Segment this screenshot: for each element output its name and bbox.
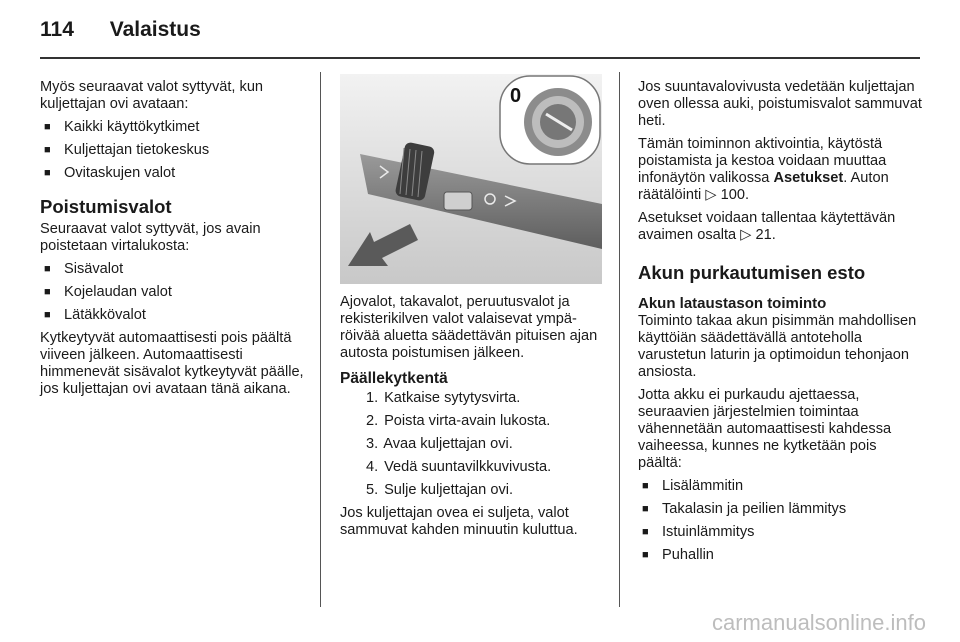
figure-caption: Ajovalot, takavalot, peruutusvalot ja rekisterikilven valot valaisevat ympäröivää aluetta säädettävän pituisen ajan autosta poistumisen jälkeen.: [340, 294, 598, 361]
header-rule: [40, 57, 920, 59]
list-item: 2. Poista virta-avain lukosta.: [366, 413, 551, 429]
list-item: ■ Sisävalot: [40, 261, 312, 278]
step-list: [340, 390, 604, 499]
body-paragraph: Jos suuntavalovivusta vedetään kuljettajan oven ollessa auki, poistumisvalot sammuvat heti.: [638, 79, 922, 129]
body-paragraph: Tämän toiminnon aktivointia, käytöstä poistamista ja kestoa voidaan muuttaa infonäytön valikossa Asetukset. Auton räätälöinti ▷ 100.: [638, 136, 889, 203]
list-item: 5. Sulje kuljettajan ovi.: [366, 482, 514, 498]
body-paragraph: Jotta akku ei purkaudu ajettaessa, seuraavien järjestelmien toimintaa vähennetään automaattisesti kahdessa vaiheessa, kunnes ne kytketään pois päältä:: [638, 387, 892, 471]
page-title: Valaistus: [109, 18, 201, 41]
column-1: [40, 79, 312, 404]
column-2: [340, 74, 604, 545]
section-heading: Päällekytkentä: [340, 370, 448, 387]
list-item: ■ Kuljettajan tietokeskus: [40, 142, 312, 159]
column-3: [638, 79, 922, 570]
watermark: carmanualsonline.info: [711, 610, 926, 635]
list-item: ■ Kaikki käyttökytkimet: [40, 119, 312, 136]
page-header: [40, 18, 201, 42]
column-divider-1: [320, 72, 321, 607]
body-paragraph: Asetukset voidaan tallentaa käytettävän avaimen osalta ▷ 21.: [638, 210, 896, 243]
turn-signal-lever-figure: [340, 74, 602, 284]
settings-menu-name: Asetukset: [773, 170, 844, 186]
list-item: 1. Katkaise sytytysvirta.: [366, 390, 521, 406]
subsection-heading: Akun lataustason toiminto: [638, 295, 827, 312]
page-ref-icon: ▷: [705, 187, 717, 203]
list-item: ■ Istuinlämmitys: [638, 524, 922, 541]
inset-label: 0: [510, 85, 522, 107]
body-paragraph: Toiminto takaa akun pisimmän mahdollisen käyttöiän säädettävällä antoteholla varustetun laturin ja optimoidun tehonjaon ansiosta.: [638, 313, 917, 380]
list-item: ■ Ovitaskujen valot: [40, 165, 312, 182]
column-divider-2: [619, 72, 620, 607]
list-item: ■ Lätäkkövalot: [40, 307, 312, 324]
lever-illustration: [340, 74, 602, 284]
list-item: ■ Kojelaudan valot: [40, 284, 312, 301]
key-position-inset: [500, 76, 600, 164]
section-heading: Akun purkautumisen esto: [638, 262, 866, 283]
body-paragraph: Jos kuljettajan ovea ei suljeta, valot sammuvat kahden minuutin kuluttua.: [340, 505, 578, 538]
body-paragraph: Kytkeytyvät automaattisesti pois päältä viiveen jälkeen. Automaattisesti himmenevät sisävalot kytkeytyvät päälle, jos kuljettajan ovi avataan tänä aikana.: [40, 330, 304, 397]
list-item: 4. Vedä suuntavilkkuvivusta.: [366, 459, 552, 475]
list-item: ■ Takalasin ja peilien lämmitys: [638, 501, 922, 518]
list-item: ■ Puhallin: [638, 547, 922, 564]
page-ref[interactable]: 100.: [720, 187, 750, 203]
page-ref[interactable]: 21.: [755, 227, 776, 243]
list-item: ■ Lisälämmitin: [638, 478, 922, 495]
list-item: 3. Avaa kuljettajan ovi.: [366, 436, 513, 452]
section-heading: Poistumisvalot: [40, 196, 172, 217]
intro-text: Myös seuraavat valot syttyvät, kun kuljettajan ovi avataan:: [40, 79, 264, 112]
page-ref-icon: ▷: [740, 227, 752, 243]
page-number: 114: [40, 18, 74, 41]
intro-text-2: Seuraavat valot syttyvät, jos avain poistetaan virtalukosta:: [40, 221, 261, 254]
